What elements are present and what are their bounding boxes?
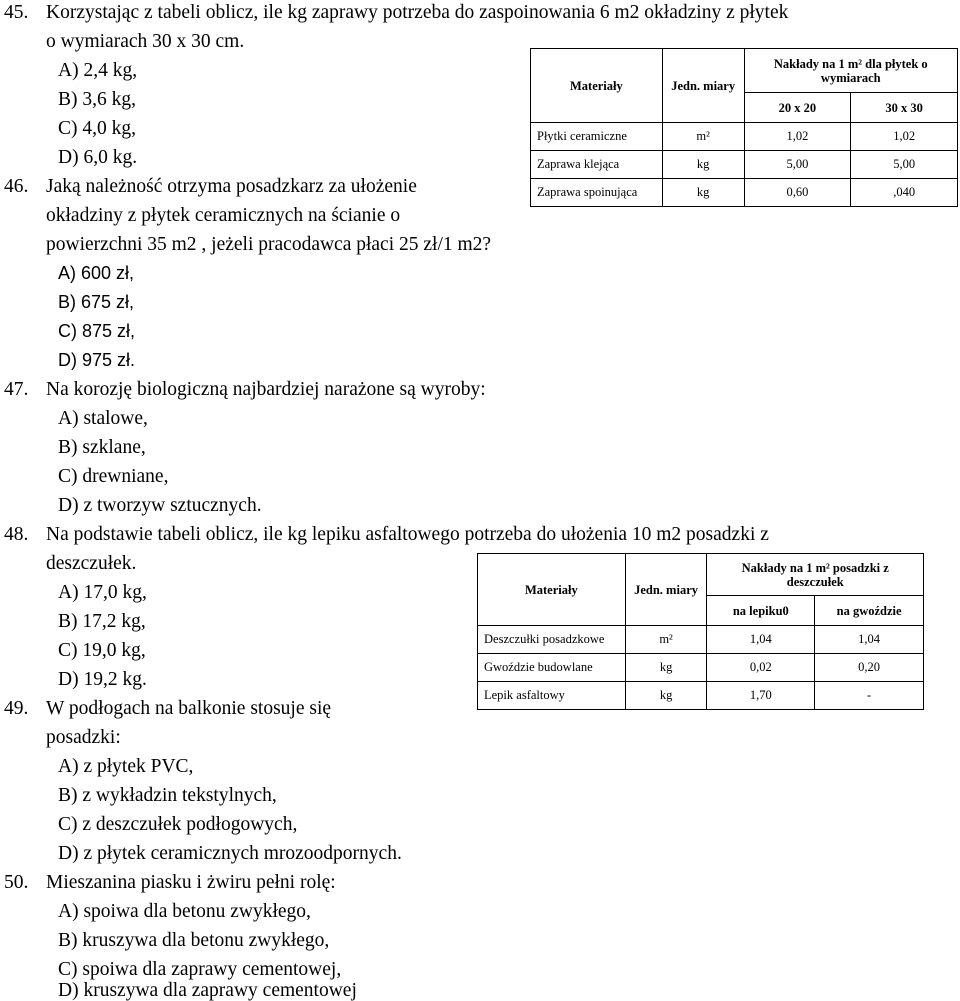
cell-value: 1,70 bbox=[707, 682, 815, 710]
question-46-line-1 bbox=[4, 172, 417, 201]
cell-value: 0,02 bbox=[707, 654, 815, 682]
cell-material: Lepik asfaltowy bbox=[478, 682, 626, 710]
answer-option[interactable]: A) stalowe, bbox=[58, 408, 148, 429]
question-number: 50. bbox=[4, 872, 29, 893]
answer-option[interactable]: C) 875 zł, bbox=[58, 321, 136, 341]
answer-option[interactable]: C) spoiwa dla zaprawy cementowej, bbox=[58, 959, 342, 980]
sub-header: na lepiku0 bbox=[707, 596, 815, 626]
answer-option[interactable]: B) szklane, bbox=[58, 437, 146, 458]
answer-option[interactable]: C) z deszczułek podłogowych, bbox=[58, 814, 298, 835]
question-number: 46. bbox=[4, 176, 29, 197]
answer-option[interactable]: A) spoiwa dla betonu zwykłego, bbox=[58, 901, 311, 922]
question-number: 45. bbox=[4, 2, 29, 23]
answer-option[interactable]: D) z płytek ceramicznych mrozoodpornych. bbox=[58, 843, 402, 864]
header-materials: Materiały bbox=[478, 554, 626, 626]
question-49-line-2: posadzki: bbox=[46, 727, 121, 748]
header-group: Nakłady na 1 m² posadzki z deszczułek bbox=[707, 554, 924, 596]
sub-header: 20 x 20 bbox=[744, 93, 851, 123]
question-50-line-1 bbox=[4, 868, 336, 897]
table-row bbox=[478, 654, 924, 682]
question-48-line-2: deszczułek. bbox=[46, 553, 137, 574]
question-text: W podłogach na balkonie stosuje się bbox=[46, 698, 332, 719]
answer-option[interactable]: C) drewniane, bbox=[58, 466, 169, 487]
question-46-line-2: okładziny z płytek ceramicznych na ścianie o bbox=[46, 205, 401, 226]
answer-option[interactable]: D) z tworzyw sztucznych. bbox=[58, 495, 262, 516]
question-number: 48. bbox=[4, 524, 29, 545]
question-46-line-3: powierzchni 35 m2 , jeżeli pracodawca płaci 25 zł/1 m2? bbox=[46, 234, 492, 255]
cell-value: 5,00 bbox=[851, 151, 958, 179]
question-text: Mieszanina piasku i żwiru pełni rolę: bbox=[46, 872, 336, 893]
answer-option[interactable]: B) z wykładzin tekstylnych, bbox=[58, 785, 277, 806]
materials-table-floorboards bbox=[477, 553, 924, 710]
cell-value: 1,04 bbox=[815, 626, 924, 654]
table-row bbox=[531, 179, 958, 207]
table-row bbox=[478, 682, 924, 710]
table-row bbox=[478, 626, 924, 654]
cell-unit: kg bbox=[625, 654, 707, 682]
answer-option[interactable]: C) 19,0 kg, bbox=[58, 640, 146, 661]
answer-option[interactable]: B) 675 zł, bbox=[58, 292, 135, 312]
cell-material: Gwoździe budowlane bbox=[478, 654, 626, 682]
header-group: Nakłady na 1 m² dla płytek o wymiarach bbox=[744, 49, 957, 93]
materials-table-tiles bbox=[530, 48, 958, 207]
answer-option[interactable]: B) 3,6 kg, bbox=[58, 89, 136, 110]
answer-option[interactable]: D) 19,2 kg. bbox=[58, 669, 147, 690]
question-number: 49. bbox=[4, 698, 29, 719]
answer-option[interactable]: D) kruszywa dla zaprawy cementowej bbox=[58, 980, 357, 1001]
answer-option[interactable]: C) 4,0 kg, bbox=[58, 118, 136, 139]
question-text: Korzystając z tabeli oblicz, ile kg zaprawy potrzeba do zaspoinowania 6 m2 okładziny z płytek bbox=[46, 2, 789, 23]
table-row bbox=[531, 151, 958, 179]
cell-material: Zaprawa klejąca bbox=[531, 151, 663, 179]
sub-header: na gwoździe bbox=[815, 596, 924, 626]
question-45-line-2: o wymiarach 30 x 30 cm. bbox=[46, 31, 245, 52]
question-number: 47. bbox=[4, 379, 29, 400]
answer-option[interactable]: D) 975 zł. bbox=[58, 350, 136, 370]
header-unit: Jedn. miary bbox=[662, 49, 744, 123]
cell-unit: kg bbox=[662, 151, 744, 179]
question-49-line-1 bbox=[4, 694, 331, 723]
cell-value: 1,02 bbox=[744, 123, 851, 151]
question-text: Na korozję biologiczną najbardziej narażone są wyroby: bbox=[46, 379, 486, 400]
header-unit: Jedn. miary bbox=[625, 554, 707, 626]
cell-material: Deszczułki posadzkowe bbox=[478, 626, 626, 654]
cell-material: Zaprawa spoinująca bbox=[531, 179, 663, 207]
answer-option[interactable]: D) 6,0 kg. bbox=[58, 147, 138, 168]
answer-option[interactable]: A) 17,0 kg, bbox=[58, 582, 147, 603]
answer-option[interactable]: B) kruszywa dla betonu zwykłego, bbox=[58, 930, 330, 951]
cell-unit: kg bbox=[662, 179, 744, 207]
question-text: Na podstawie tabeli oblicz, ile kg lepiku asfaltowego potrzeba do ułożenia 10 m2 posadzki z bbox=[46, 524, 769, 545]
question-text: Jaką należność otrzyma posadzkarz za ułożenie bbox=[46, 176, 417, 197]
answer-option[interactable]: B) 17,2 kg, bbox=[58, 611, 146, 632]
cell-value: 0,60 bbox=[744, 179, 851, 207]
answer-option[interactable]: A) z płytek PVC, bbox=[58, 756, 194, 777]
cell-value: 1,02 bbox=[851, 123, 958, 151]
question-47-line-1 bbox=[4, 375, 486, 404]
answer-option[interactable]: A) 2,4 kg, bbox=[58, 60, 138, 81]
question-45-line-1 bbox=[4, 0, 788, 27]
cell-value: 1,04 bbox=[707, 626, 815, 654]
question-48-line-1 bbox=[4, 520, 769, 549]
cell-unit: m² bbox=[662, 123, 744, 151]
header-materials: Materiały bbox=[531, 49, 663, 123]
cell-unit: m² bbox=[625, 626, 707, 654]
cell-value: ,040 bbox=[851, 179, 958, 207]
cell-value: 0,20 bbox=[815, 654, 924, 682]
cell-unit: kg bbox=[625, 682, 707, 710]
table-row bbox=[531, 123, 958, 151]
cell-value: 5,00 bbox=[744, 151, 851, 179]
cell-material: Płytki ceramiczne bbox=[531, 123, 663, 151]
cell-value: - bbox=[815, 682, 924, 710]
answer-option[interactable]: A) 600 zł, bbox=[58, 263, 135, 283]
sub-header: 30 x 30 bbox=[851, 93, 958, 123]
